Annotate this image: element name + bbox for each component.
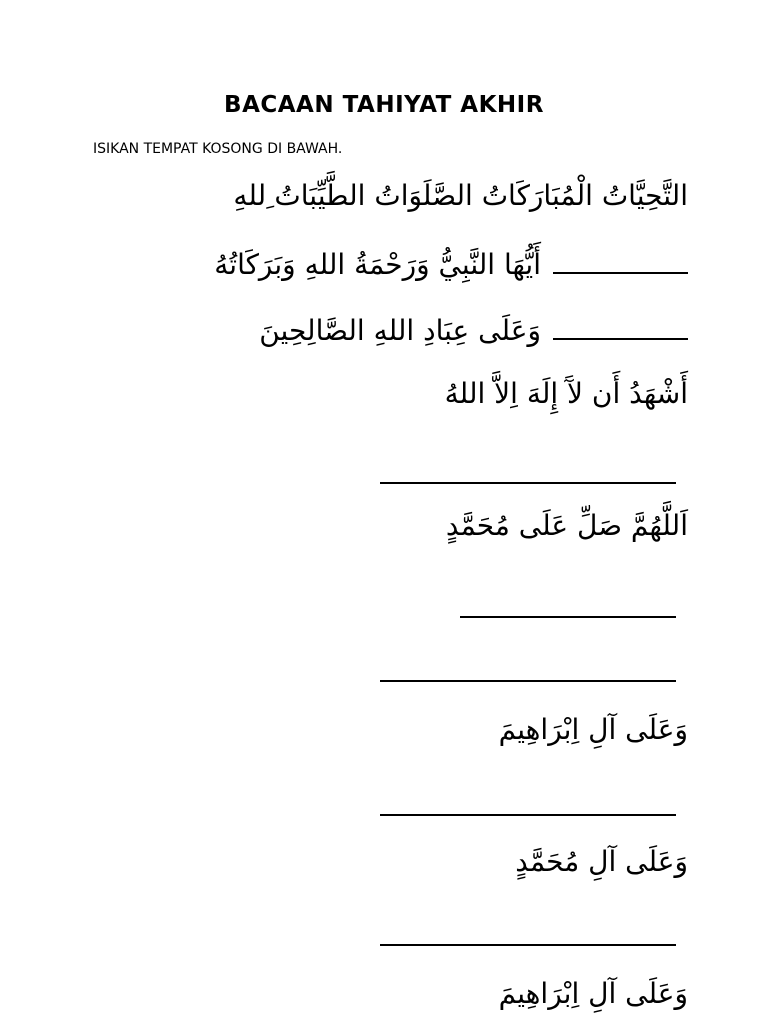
fill-in-blank[interactable] [380, 814, 676, 816]
arabic-line-7 [515, 842, 688, 882]
worksheet-instruction: ISIKAN TEMPAT KOSONG DI BAWAH. [93, 141, 343, 157]
arabic-text-6: وَعَلَى آلِ اِبْرَاهِيمَ [498, 713, 688, 746]
arabic-line-4 [445, 374, 688, 414]
arabic-text-3: وَعَلَى عِبَادِ اللهِ الصَّالِحِينَ [259, 314, 541, 347]
arabic-text-5: اَللَّهُمَّ صَلِّ عَلَى مُحَمَّدٍ [445, 509, 688, 542]
arabic-text-7: وَعَلَى آلِ مُحَمَّدٍ [515, 845, 688, 878]
arabic-line-6 [499, 710, 688, 750]
arabic-text-4: أَشْهَدُ أَن لآَ إِلَهَ اِلاَّ اللهُ [444, 377, 688, 410]
fill-in-blank[interactable] [380, 944, 676, 946]
fill-in-blank[interactable] [380, 680, 676, 682]
arabic-text-2: أَيُّهَا النَّبِيُّ وَرَحْمَةُ اللهِ وَبَرَكَاتُهُ [214, 248, 541, 281]
arabic-line-1 [233, 176, 688, 216]
arabic-text-8: وَعَلَى آلِ اِبْرَاهِيمَ [498, 977, 688, 1010]
arabic-line-8 [499, 974, 688, 1014]
arabic-text-1: التَّحِيَّاتُ الْمُبَارَكَاتُ الصَّلَوَاتُ الطَّيِّبَاتُ ِللهِ [233, 179, 688, 212]
fill-in-blank[interactable] [460, 616, 676, 618]
arabic-line-2 [214, 244, 688, 285]
fill-in-blank[interactable] [380, 482, 676, 484]
arabic-line-5 [446, 506, 688, 546]
fill-in-blank[interactable] [553, 310, 688, 340]
fill-in-blank[interactable] [553, 244, 688, 274]
worksheet-title: BACAAN TAHIYAT AKHIR [224, 92, 544, 118]
arabic-line-3 [259, 310, 688, 351]
